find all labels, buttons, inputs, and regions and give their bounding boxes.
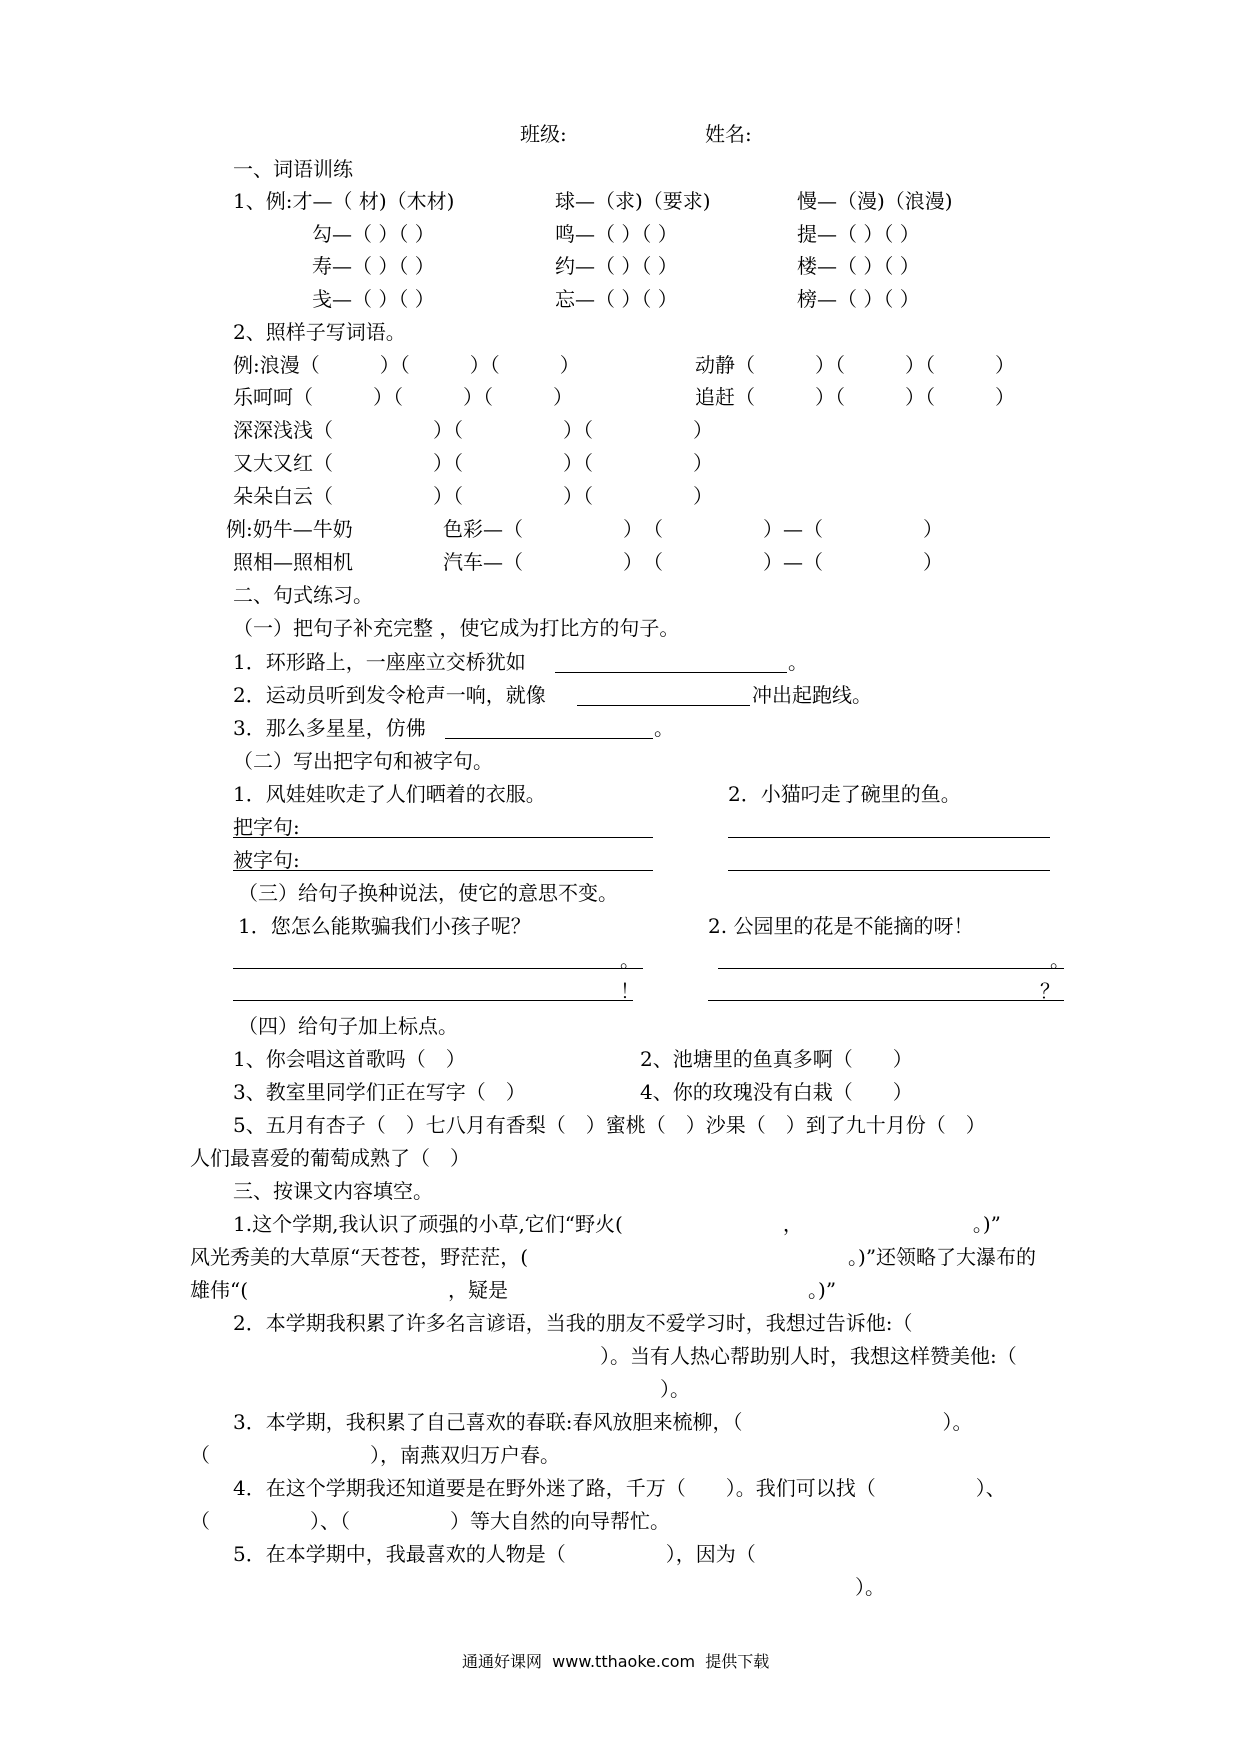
q2-row: 汽车—（ ） （ ）—（ ） xyxy=(443,550,943,574)
answer-line[interactable] xyxy=(555,672,787,673)
footer-text: 通通好课网 www.tthaoke.com 提供下载 xyxy=(462,1652,770,1671)
q2-row: 例:奶牛—牛奶 xyxy=(226,517,353,541)
line-end-punct: ？ xyxy=(1040,979,1060,1003)
fill-line: 风光秀美的大草原“天苍苍，野茫茫，( 。)”还领略了大瀑布的 xyxy=(190,1245,1037,1269)
answer-line[interactable] xyxy=(233,870,653,871)
q2-row: 深深浅浅（ ）（ ）（ ） xyxy=(233,418,713,442)
fill-line: 2．本学期我积累了许多名言谚语，当我的朋友不爱学习时，我想过告诉他:（ xyxy=(233,1311,913,1335)
fill-line: 5．在本学期中，我最喜欢的人物是（ ），因为（ xyxy=(233,1542,756,1566)
q2-row: 追赶（ ）（ ）（ ） xyxy=(695,385,1015,409)
q1-item: 提—（ ）（ ） xyxy=(797,222,920,246)
answer-line[interactable] xyxy=(445,738,653,739)
q2-row: 朵朵白云（ ）（ ）（ ） xyxy=(233,484,713,508)
q1-item: 戋—（ ）（ ） xyxy=(312,287,435,311)
fill-line: ）。 xyxy=(855,1575,885,1599)
answer-line[interactable] xyxy=(728,870,1050,871)
part-3-title: （三）给句子换种说法，使它的意思不变。 xyxy=(238,881,618,905)
q1-item: 榜—（ ）（ ） xyxy=(797,287,920,311)
q1-item: 鸣—（ ）（ ） xyxy=(555,222,678,246)
q1-item: 忘—（ ）（ ） xyxy=(555,287,678,311)
section-2-title: 二、句式练习。 xyxy=(233,583,373,607)
punct-q3: 3、教室里同学们正在写字（ ） xyxy=(233,1080,526,1104)
line-end-punct: 。 xyxy=(620,948,640,972)
bei-label: 被字句: xyxy=(233,848,300,872)
fill-line: 4．在这个学期我还知道要是在野外迷了路，千万（ ）。我们可以找（ ）、 xyxy=(233,1476,1006,1500)
fill-line: （ ），南燕双归万户春。 xyxy=(190,1443,560,1467)
q1-item: 勾—（ ）（ ） xyxy=(312,222,435,246)
simile-q1: 1．环形路上，一座座立交桥犹如 xyxy=(233,650,526,674)
answer-line[interactable] xyxy=(577,705,750,706)
q1-item: 约—（ ）（ ） xyxy=(555,254,678,278)
simile-q2: 2．运动员听到发令枪声一响，就像 xyxy=(233,683,546,707)
part-4-title: （四）给句子加上标点。 xyxy=(238,1014,458,1038)
q1-example-3: 慢—（漫)（浪漫) xyxy=(797,189,953,213)
q2-title: 2、照样子写词语。 xyxy=(233,320,406,344)
q2-row: 色彩—（ ） （ ）—（ ） xyxy=(443,517,943,541)
q2-row: 例:浪漫（ ）（ ）（ ） xyxy=(233,353,580,377)
part-2-title: （二）写出把字句和被字句。 xyxy=(233,749,493,773)
q2-row: 动静（ ）（ ）（ ） xyxy=(695,353,1015,377)
simile-q2-end: 冲出起跑线。 xyxy=(752,683,872,707)
fill-line: 雄伟“( ，疑是 。)” xyxy=(190,1278,837,1302)
simile-q3-end: 。 xyxy=(654,716,674,740)
simile-q1-end: 。 xyxy=(788,650,808,674)
q1-item: 楼—（ ）（ ） xyxy=(797,254,920,278)
fill-line: （ ）、（ ）等大自然的向导帮忙。 xyxy=(190,1509,670,1533)
answer-line[interactable] xyxy=(233,1000,633,1001)
simile-q3: 3．那么多星星，仿佛 xyxy=(233,716,426,740)
part-1-title: （一）把句子补充完整 ，使它成为打比方的句子。 xyxy=(233,616,680,640)
answer-line[interactable] xyxy=(233,968,643,969)
q1-example-1: 1、例:才—（ 材)（木材) xyxy=(233,189,455,213)
section-3-title: 三、按课文内容填空。 xyxy=(233,1179,433,1203)
fill-line: ）。 xyxy=(660,1377,690,1401)
line-end-punct: 。 xyxy=(1050,948,1070,972)
ba-label: 把字句: xyxy=(233,815,300,839)
line-end-punct: ！ xyxy=(620,979,640,1003)
name-label: 姓名: xyxy=(705,122,752,146)
fill-line: 1.这个学期,我认识了顽强的小草,它们“野火( ， 。)” xyxy=(233,1212,1001,1236)
punct-q1: 1、你会唱这首歌吗（ ） xyxy=(233,1047,466,1071)
rephrase-q2: 2. 公园里的花是不能摘的呀！ xyxy=(708,914,974,938)
class-label: 班级: xyxy=(520,122,567,146)
q2-row: 乐呵呵（ ）（ ）（ ） xyxy=(233,385,573,409)
punct-q2: 2、池塘里的鱼真多啊（ ） xyxy=(640,1047,913,1071)
answer-line[interactable] xyxy=(233,837,653,838)
rephrase-q1: 1．您怎么能欺骗我们小孩子呢？ xyxy=(238,914,531,938)
ba-bei-q2: 2．小猫叼走了碗里的鱼。 xyxy=(728,782,961,806)
punct-q4: 4、你的玫瑰没有白栽（ ） xyxy=(640,1080,913,1104)
q2-row: 又大又红（ ）（ ）（ ） xyxy=(233,451,713,475)
q1-example-2: 球—（求)（要求) xyxy=(555,189,711,213)
ba-bei-q1: 1．风娃娃吹走了人们晒着的衣服。 xyxy=(233,782,546,806)
answer-line[interactable] xyxy=(708,1000,1064,1001)
answer-line[interactable] xyxy=(728,837,1050,838)
section-1-title: 一、词语训练 xyxy=(233,157,353,181)
punct-q5-cont: 人们最喜爱的葡萄成熟了（ ） xyxy=(190,1146,470,1170)
fill-line: ）。当有人热心帮助别人时，我想这样赞美他:（ xyxy=(600,1344,1017,1368)
answer-line[interactable] xyxy=(718,968,1064,969)
punct-q5: 5、五月有杏子（ ）七八月有香梨（ ）蜜桃（ ）沙果（ ）到了九十月份（ ） xyxy=(233,1113,986,1137)
q2-row: 照相—照相机 xyxy=(233,550,353,574)
fill-line: 3．本学期，我积累了自己喜欢的春联:春风放胆来梳柳，（ ）。 xyxy=(233,1410,973,1434)
q1-item: 寿—（ ）（ ） xyxy=(312,254,435,278)
